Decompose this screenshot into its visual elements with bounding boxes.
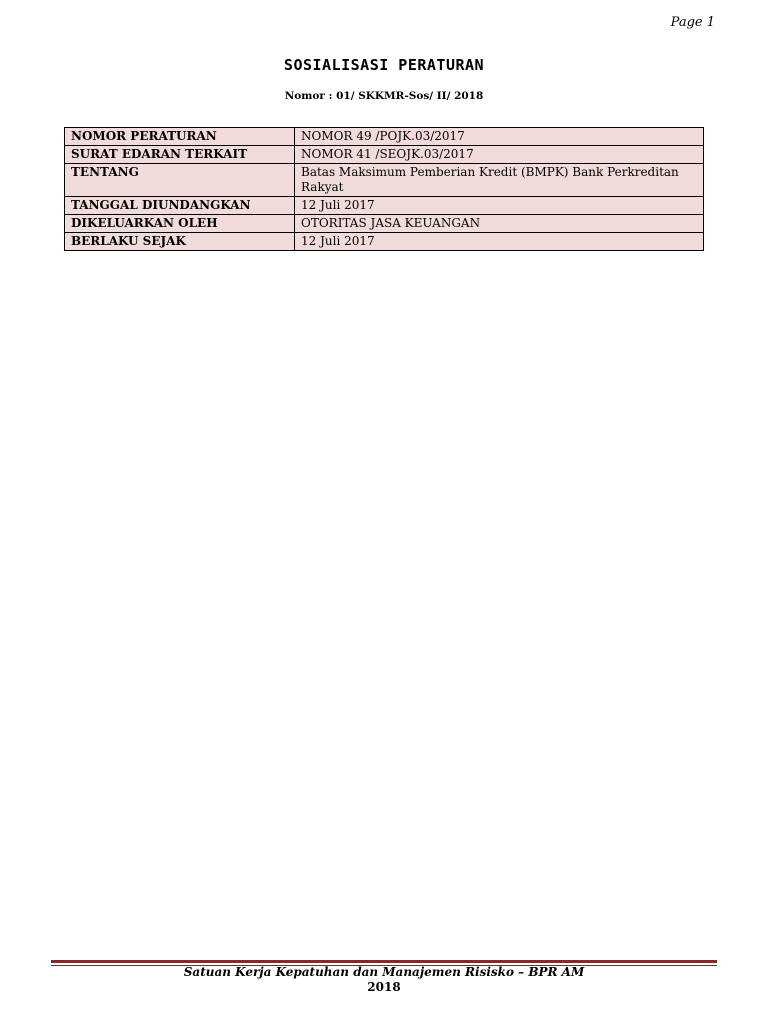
regulation-info-table bbox=[64, 127, 704, 251]
row-label: NOMOR PERATURAN bbox=[65, 128, 295, 146]
row-value: Batas Maksimum Pemberian Kredit (BMPK) Bank Perkreditan Rakyat bbox=[295, 164, 704, 197]
row-label: BERLAKU SEJAK bbox=[65, 233, 295, 251]
document-title: SOSIALISASI PERATURAN bbox=[283, 56, 485, 74]
row-value: NOMOR 49 /POJK.03/2017 bbox=[295, 128, 704, 146]
row-label: TENTANG bbox=[65, 164, 295, 197]
table-row bbox=[65, 146, 704, 164]
row-label: DIKELUARKAN OLEH bbox=[65, 215, 295, 233]
footer-divider bbox=[51, 960, 717, 963]
row-label: TANGGAL DIUNDANGKAN bbox=[65, 197, 295, 215]
page-number: Page 1 bbox=[670, 15, 715, 30]
row-value: 12 Juli 2017 bbox=[295, 197, 704, 215]
row-value: OTORITAS JASA KEUANGAN bbox=[295, 215, 704, 233]
table-row bbox=[65, 128, 704, 146]
footer-year: 2018 bbox=[367, 980, 401, 994]
row-value: NOMOR 41 /SEOJK.03/2017 bbox=[295, 146, 704, 164]
footer-text: Satuan Kerja Kepatuhan dan Manajemen Risisko – BPR AM bbox=[183, 965, 585, 979]
table-row bbox=[65, 197, 704, 215]
table-row bbox=[65, 233, 704, 251]
document-number: Nomor : 01/ SKKMR-Sos/ II/ 2018 bbox=[284, 90, 484, 102]
table-row bbox=[65, 215, 704, 233]
table-row bbox=[65, 164, 704, 197]
row-label: SURAT EDARAN TERKAIT bbox=[65, 146, 295, 164]
row-value: 12 Juli 2017 bbox=[295, 233, 704, 251]
